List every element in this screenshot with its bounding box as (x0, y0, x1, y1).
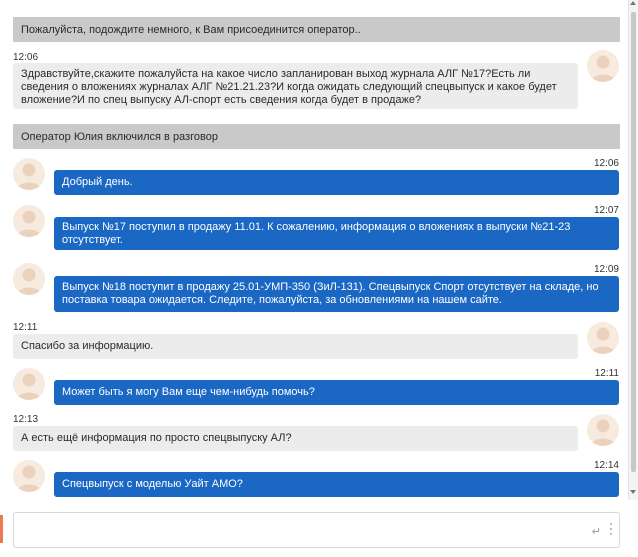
scroll-up-icon[interactable] (630, 1, 636, 5)
operator-avatar-icon (13, 205, 45, 237)
operator-avatar-icon (13, 368, 45, 400)
user-message (13, 334, 578, 359)
system-message-text: Оператор Юлия включился в разговор (21, 130, 218, 143)
message-text: Спасибо за информацию. (21, 340, 154, 352)
operator-message (54, 217, 619, 250)
message-text: Здравствуйте,скажите пожалуйста на какое число запланирован выход журнала АЛГ №17?Есть ли сведения о вложениях журналах АЛГ №21.21.23?И когда ожидать следующий спецвыпуск и какое будет вложение?И по спец выпуску АЛ-спорт есть сведения когда будет в продаже? (21, 68, 557, 106)
message-time: 12:06 (13, 52, 39, 63)
operator-avatar-icon (13, 158, 45, 190)
message-text: А есть ещё информация по просто спецвыпуску АЛ? (21, 432, 292, 444)
operator-message (54, 170, 619, 195)
operator-message (54, 276, 619, 312)
user-avatar-icon (587, 50, 619, 82)
user-avatar-icon (587, 322, 619, 354)
scrollbar-thumb[interactable] (631, 12, 636, 472)
message-time: 12:07 (593, 205, 619, 216)
message-time: 12:14 (593, 460, 619, 471)
user-message (13, 63, 578, 109)
operator-avatar-icon (13, 460, 45, 492)
message-time: 12:11 (13, 322, 38, 333)
message-text: Выпуск №18 поступит в продажу 25.01-УМП-350 (ЗиЛ-131). Спецвыпуск Спорт отсутствует на складе, но поставка товара ожидается. Следите, пожалуйста, за обновлениями на нашем сайте. (62, 281, 599, 306)
message-time: 12:09 (593, 264, 619, 275)
message-time: 12:13 (13, 414, 39, 425)
scroll-down-icon[interactable] (630, 490, 636, 494)
operator-message (54, 380, 619, 405)
user-avatar-icon (587, 414, 619, 446)
system-message (13, 17, 620, 42)
message-text: Выпуск №17 поступил в продажу 11.01. К сожалению, информация о вложениях в выпуски №21-23 отсутствует. (62, 221, 571, 246)
more-vertical-icon[interactable] (610, 523, 613, 537)
message-text: Спецвыпуск с моделью Уайт АМО? (62, 478, 243, 490)
message-text: Может быть я могу Вам еще чем-нибудь помочь? (62, 386, 315, 398)
operator-message (54, 472, 619, 497)
system-message (13, 124, 620, 149)
operator-avatar-icon (13, 263, 45, 295)
message-text: Добрый день. (62, 176, 133, 188)
message-time: 12:06 (593, 158, 619, 169)
system-message-text: Пожалуйста, подождите немного, к Вам присоединится оператор.. (21, 23, 361, 36)
user-message (13, 426, 578, 451)
message-input[interactable] (13, 512, 620, 548)
chat-scrollbar[interactable] (628, 0, 638, 500)
side-widget-tab[interactable] (0, 515, 3, 543)
enter-icon[interactable]: ↵ (591, 526, 601, 538)
message-time: 12:11 (594, 368, 619, 379)
